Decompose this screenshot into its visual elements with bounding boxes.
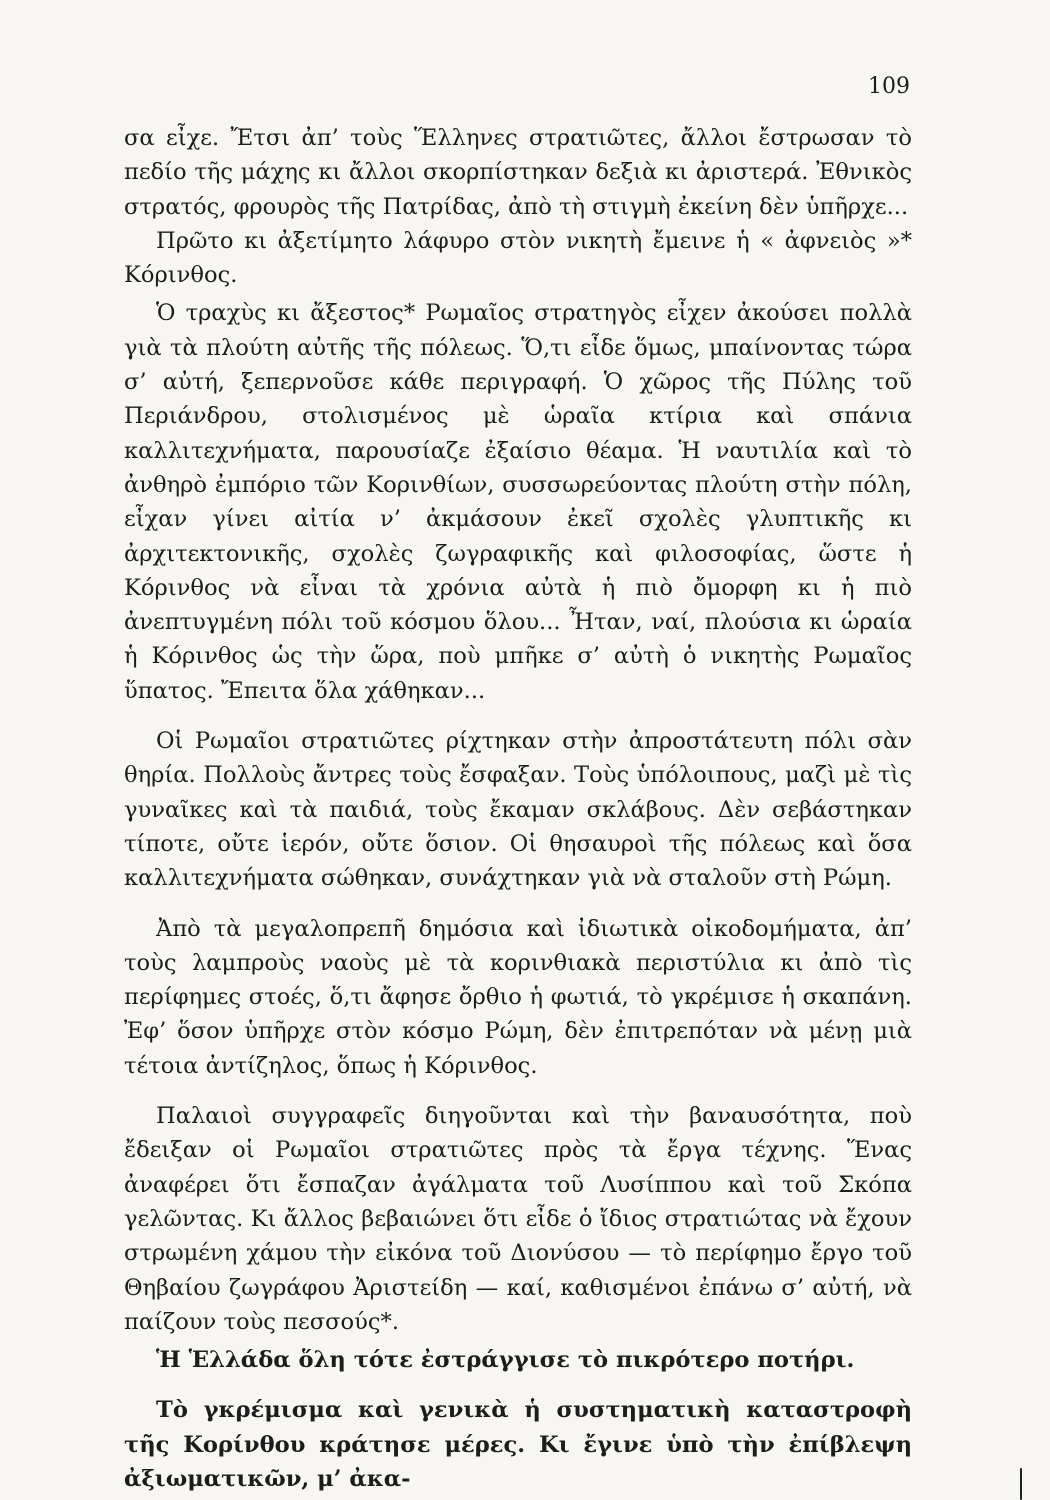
paragraph-3: Ὁ τραχὺς κι ἄξεστος* Ρωμαῖος στρατηγὸς εἶχεν ἀκούσει πολλὰ γιὰ τὰ πλούτη αὐτῆς τῆς πόλεως. Ὅ,τι εἶδε ὅμως, μπαίνοντας τώρα σ’ αὐτή, ξεπερνοῦσε κάθε περιγραφή. Ὁ χῶρος τῆς Πύλης τοῦ Περιάνδρου, στολισμένος μὲ ὡραῖα κτίρια καὶ σπάνια καλλιτεχνήματα, παρουσίαζε ἐξαίσιο θέαμα. Ἡ ναυτιλία καὶ τὸ ἀνθηρὸ ἐμπόριο τῶν Κορινθίων, συσσωρεύοντας πλούτη στὴν πόλη, εἶχαν γίνει αἰτία ν’ ἀκμάσουν ἐκεῖ σχολὲς γλυπτικῆς κι ἀρχιτεκτονικῆς, σχολὲς ζωγραφικῆς καὶ φιλοσοφίας, ὥστε ἡ Κόρινθος νὰ εἶναι τὰ χρόνια αὐτὰ ἡ πιὸ ὄμορφη κι ἡ πιὸ ἀνεπτυγμένη πόλι τοῦ κόσμου ὅλου... Ἦταν, ναί, πλούσια κι ὡραία ἡ Κόρινθος ὡς τὴν ὥρα, ποὺ μπῆκε σ’ αὐτὴ ὁ νικητὴς Ρωμαῖος ὕπατος. Ἔπειτα ὅλα χάθηκαν... [124,300,912,704]
paragraph-7: Ἡ Ἑλλάδα ὅλη τότε ἐστράγγισε τὸ πικρότερο ποτήρι. [156,1347,855,1374]
paragraph-2: Πρῶτο κι ἀξετίμητο λάφυρο στὸν νικητὴ ἔμεινε ἡ « ἀφνειὸς »* Κόρινθος. [124,227,912,289]
paragraph-8: Τὸ γκρέμισμα καὶ γενικὰ ἡ συστηματικὴ καταστροφὴ τῆς Κορίνθου κράτησε μέρες. Κι ἔγινε ὑπὸ τὴν ἐπίβλεψη ἀξιωματικῶν, μ’ ἀκα- [124,1397,912,1492]
paragraph-5: Ἀπὸ τὰ μεγαλοπρεπῆ δημόσια καὶ ἰδιωτικὰ οἰκοδομήματα, ἀπ’ τοὺς λαμπροὺς ναοὺς μὲ τὰ κορινθιακὰ περιστύλια κι ἀπὸ τὶς περίφημες στοές, ὅ,τι ἄφησε ὄρθιο ἡ φωτιά, τὸ γκρέμισε ἡ σκαπάνη. Ἐφ’ ὅσον ὑπῆρχε στὸν κόσμο Ρώμη, δὲν ἐπιτρεπόταν νὰ μένῃ μιὰ τέτοια ἀντίζηλος, ὅπως ἡ Κόρινθος. [124,915,912,1079]
page-number: 109 [868,74,910,99]
body-text [124,121,912,1496]
margin-mark [1020,1468,1022,1500]
paragraph-4: Οἱ Ρωμαῖοι στρατιῶτες ρίχτηκαν στὴν ἀπροστάτευτη πόλι σὰν θηρία. Πολλοὺς ἄντρες τοὺς ἔσφαξαν. Τοὺς ὑπόλοιπους, μαζὶ μὲ τὶς γυναῖκες καὶ τὰ παιδιά, τοὺς ἔκαμαν σκλάβους. Δὲν σεβάστηκαν τίποτε, οὔτε ἱερόν, οὔτε ὅσιον. Οἱ θησαυροὶ τῆς πόλεως καὶ ὅσα καλλιτεχνήματα σώθηκαν, συνάχτηκαν γιὰ νὰ σταλοῦν στὴ Ρώμη. [124,728,912,892]
paragraph-6: Παλαιοὶ συγγραφεῖς διηγοῦνται καὶ τὴν βαναυσότητα, ποὺ ἔδειξαν οἱ Ρωμαῖοι στρατιῶτες πρὸς τὰ ἔργα τέχνης. Ἕνας ἀναφέρει ὅτι ἔσπαζαν ἀγάλματα τοῦ Λυσίππου καὶ τοῦ Σκόπα γελῶντας. Κι ἄλλος βεβαιώνει ὅτι εἶδε ὁ ἴδιος στρατιώτας νὰ ἔχουν στρωμένη χάμου τὴν εἰκόνα τοῦ Διονύσου — τὸ περίφημο ἔργο τοῦ Θηβαίου ζωγράφου Ἀριστείδη — καί, καθισμένοι ἐπάνω σ’ αὐτή, νὰ παίζουν τοὺς πεσσούς*. [124,1103,912,1335]
paragraph-1: σα εἶχε. Ἔτσι ἀπ’ τοὺς Ἕλληνες στρατιῶτες, ἄλλοι ἔστρωσαν τὸ πεδίο τῆς μάχης κι ἄλλοι σκορπίστηκαν δεξιὰ κι ἀριστερά. Ἐθνικὸς στρατός, φρουρὸς τῆς Πατρίδας, ἀπὸ τὴ στιγμὴ ἐκείνη δὲν ὑπῆρχε... [124,125,912,220]
